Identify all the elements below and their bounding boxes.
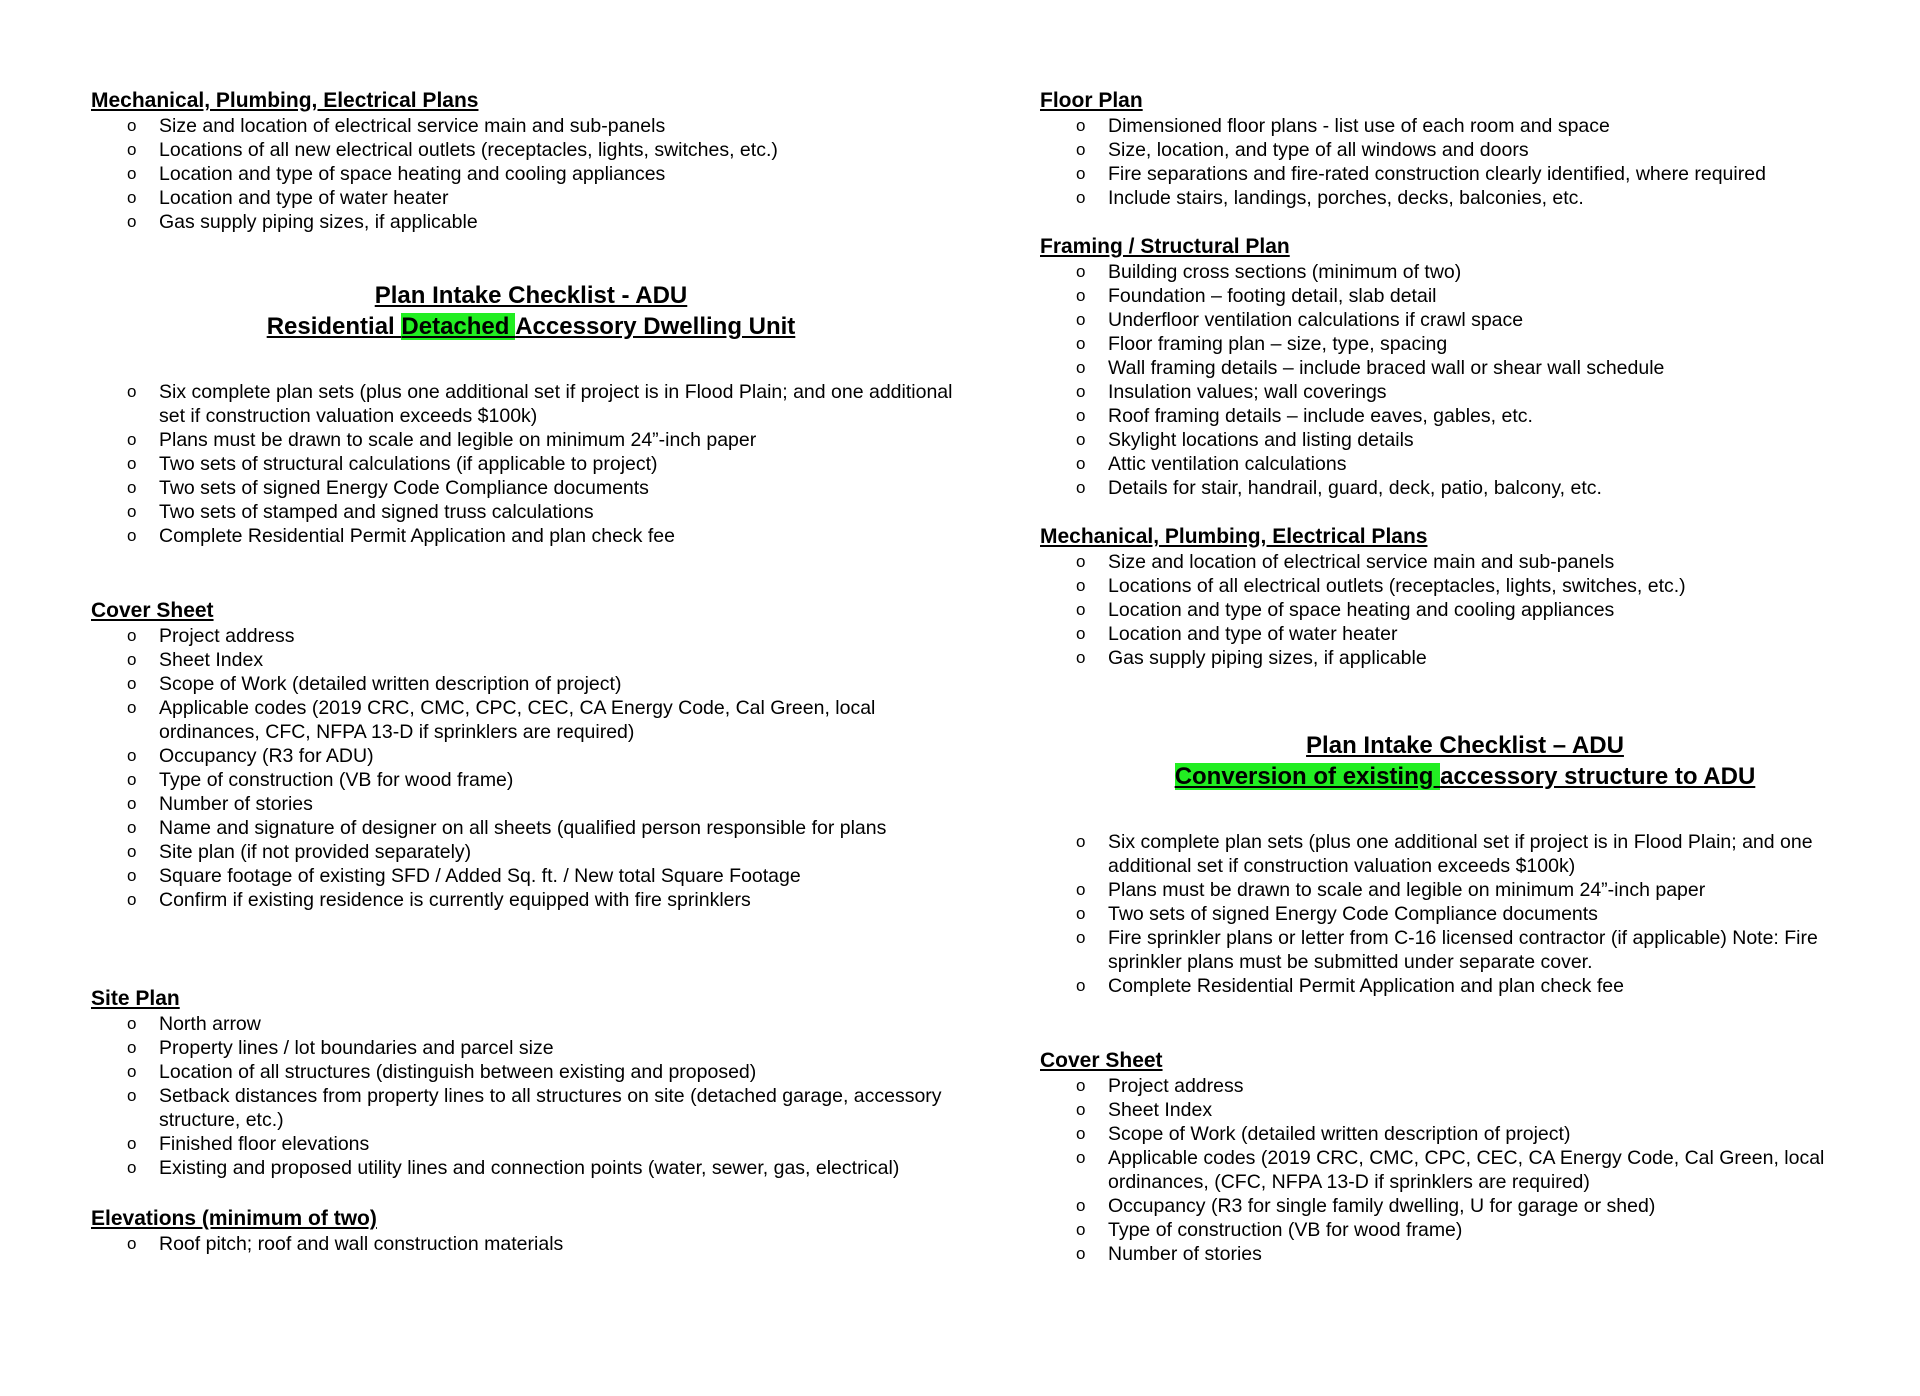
highlighted-text: Detached [401,313,516,340]
checklist-item [91,648,971,672]
bullet-icon: o [1076,382,1086,401]
checklist-item [1040,380,1890,404]
mep-section-left [91,88,971,234]
checklist-item-text: Complete Residential Permit Application and plan check fee [1108,975,1624,997]
bullet-icon: o [127,626,137,645]
elevations-section [91,1206,971,1256]
bullet-icon: o [127,842,137,861]
bullet-icon: o [127,674,137,693]
checklist-item-text: Name and signature of designer on all sheets (qualified person responsible for plans [159,817,887,839]
intake-section-right [1040,830,1890,998]
checklist-item-text: Locations of all new electrical outlets (receptacles, lights, switches, etc.) [159,139,778,161]
bullet-icon: o [127,1158,137,1177]
bullet-icon: o [127,1234,137,1253]
checklist-item [91,864,971,888]
checklist-item-text: Property lines / lot boundaries and parcel size [159,1037,554,1059]
bullet-icon: o [127,818,137,837]
checklist-item [1040,974,1890,998]
checklist-item [1040,428,1890,452]
checklist-item [1040,902,1890,926]
bullet-icon: o [1076,904,1086,923]
checklist-item [91,1036,971,1060]
checklist-item-text: Gas supply piping sizes, if applicable [159,211,478,233]
bullet-icon: o [1076,1196,1086,1215]
checklist-item-text: Number of stories [159,793,313,815]
checklist-item [1040,1122,1890,1146]
checklist-item-text: Underfloor ventilation calculations if crawl space [1108,309,1524,331]
bullet-icon: o [1076,1100,1086,1119]
checklist-item-text: Two sets of stamped and signed truss calculations [159,501,594,523]
checklist-item-text: Size and location of electrical service main and sub-panels [159,115,666,137]
checklist [1040,1074,1890,1266]
checklist-item [1040,404,1890,428]
checklist [1040,830,1890,998]
checklist-item [1040,574,1890,598]
checklist-item [1040,1098,1890,1122]
checklist-item-text: Dimensioned floor plans - list use of each room and space [1108,115,1610,137]
checklist-item-text: Plans must be drawn to scale and legible on minimum 24”-inch paper [1108,879,1706,901]
checklist-item [91,744,971,768]
checklist-item [1040,476,1890,500]
checklist-item-text: Skylight locations and listing details [1108,429,1414,451]
bullet-icon: o [127,866,137,885]
checklist-item-text: Two sets of signed Energy Code Compliance documents [159,477,649,499]
checklist-item-text: Size and location of electrical service main and sub-panels [1108,551,1615,573]
title-line-1: Plan Intake Checklist – ADU [1306,732,1624,759]
checklist-item [1040,550,1890,574]
bullet-icon: o [1076,576,1086,595]
section-heading: Site Plan [91,987,180,1010]
bullet-icon: o [1076,1220,1086,1239]
checklist-item-text: Wall framing details – include braced wall or shear wall schedule [1108,357,1665,379]
checklist-item [91,888,971,912]
checklist-item [91,162,971,186]
checklist-item [1040,878,1890,902]
bullet-icon: o [1076,1076,1086,1095]
checklist-item [1040,622,1890,646]
framing-section [1040,234,1890,500]
title-line-2 [91,311,971,342]
checklist-item [1040,1218,1890,1242]
intake-section-left [91,380,971,548]
checklist [91,1232,971,1256]
checklist-item-text: Scope of Work (detailed written description of project) [159,673,622,695]
bullet-icon: o [1076,648,1086,667]
checklist-item-text: Attic ventilation calculations [1108,453,1347,475]
bullet-icon: o [1076,164,1086,183]
bullet-icon: o [127,770,137,789]
checklist-item-text: Location of all structures (distinguish between existing and proposed) [159,1061,757,1083]
bullet-icon: o [1076,832,1086,851]
bullet-icon: o [127,502,137,521]
bullet-icon: o [127,526,137,545]
checklist-item [1040,356,1890,380]
checklist [1040,260,1890,500]
checklist-item [1040,186,1890,210]
checklist [91,114,971,234]
checklist-item [91,138,971,162]
checklist-item [1040,1242,1890,1266]
checklist-item-text: Fire sprinkler plans or letter from C-16 licensed contractor (if applicable) Note: Fire sprinkler plans must be submitted under separate cover. [1108,927,1818,973]
site-plan-section [91,986,971,1180]
checklist-item [91,452,971,476]
bullet-icon: o [1076,430,1086,449]
bullet-icon: o [127,430,137,449]
checklist-item [91,524,971,548]
checklist-item-text: Sheet Index [159,649,264,671]
section-heading: Cover Sheet [1040,1049,1163,1072]
checklist-item-text: Square footage of existing SFD / Added Sq. ft. / New total Square Footage [159,865,801,887]
checklist-item [1040,114,1890,138]
bullet-icon: o [1076,1124,1086,1143]
title-text: Residential [266,313,402,340]
bullet-icon: o [127,116,137,135]
bullet-icon: o [127,478,137,497]
checklist [91,624,971,912]
checklist [1040,550,1890,670]
checklist [1040,114,1890,210]
checklist-item-text: Type of construction (VB for wood frame) [159,769,514,791]
bullet-icon: o [1076,188,1086,207]
checklist-item [91,1232,971,1256]
checklist-item-text: North arrow [159,1013,261,1035]
checklist-item-text: Building cross sections (minimum of two) [1108,261,1462,283]
checklist-title-conversion [1040,730,1890,792]
bullet-icon: o [127,188,137,207]
bullet-icon: o [1076,358,1086,377]
checklist [91,380,971,548]
bullet-icon: o [1076,406,1086,425]
checklist-item-text: Setback distances from property lines to all structures on site (detached garage, accessory structure, etc.) [159,1085,942,1131]
checklist-item-text: Number of stories [1108,1243,1262,1265]
section-heading: Floor Plan [1040,89,1143,112]
checklist-item-text: Scope of Work (detailed written description of project) [1108,1123,1571,1145]
bullet-icon: o [1076,454,1086,473]
bullet-icon: o [1076,976,1086,995]
checklist-item-text: Occupancy (R3 for single family dwelling, U for garage or shed) [1108,1195,1656,1217]
bullet-icon: o [1076,552,1086,571]
checklist-item-text: Fire separations and fire-rated construction clearly identified, where required [1108,163,1766,185]
checklist-item [1040,332,1890,356]
bullet-icon: o [1076,1148,1086,1167]
checklist-item [91,840,971,864]
checklist-item-text: Location and type of space heating and cooling appliances [159,163,666,185]
section-heading: Mechanical, Plumbing, Electrical Plans [1040,525,1428,548]
checklist-item [91,624,971,648]
checklist-item [1040,926,1890,974]
checklist-item-text: Complete Residential Permit Application and plan check fee [159,525,675,547]
checklist-item [91,672,971,696]
checklist-item [91,500,971,524]
checklist-item [1040,1194,1890,1218]
checklist-item [91,792,971,816]
checklist-item [91,1084,971,1132]
checklist-item-text: Project address [1108,1075,1244,1097]
checklist-item-text: Six complete plan sets (plus one additional set if project is in Flood Plain; and one additional set if construction valuation exceeds $100k) [159,381,953,427]
bullet-icon: o [127,698,137,717]
bullet-icon: o [1076,928,1086,947]
bullet-icon: o [1076,1244,1086,1263]
bullet-icon: o [127,212,137,231]
checklist-item-text: Type of construction (VB for wood frame) [1108,1219,1463,1241]
checklist-item-text: Include stairs, landings, porches, decks, balconies, etc. [1108,187,1584,209]
cover-sheet-section-left [91,598,971,912]
bullet-icon: o [1076,262,1086,281]
bullet-icon: o [127,1038,137,1057]
checklist-item-text: Confirm if existing residence is currently equipped with fire sprinklers [159,889,751,911]
checklist-item [1040,284,1890,308]
checklist-item [1040,1074,1890,1098]
checklist-item [91,1132,971,1156]
section-heading: Elevations (minimum of two) [91,1207,377,1230]
checklist-item [91,428,971,452]
checklist-item-text: Size, location, and type of all windows and doors [1108,139,1529,161]
section-heading: Framing / Structural Plan [1040,235,1290,258]
bullet-icon: o [1076,600,1086,619]
bullet-icon: o [127,454,137,473]
checklist-item-text: Two sets of signed Energy Code Compliance documents [1108,903,1598,925]
checklist-item-text: Gas supply piping sizes, if applicable [1108,647,1427,669]
checklist-item-text: Roof pitch; roof and wall construction materials [159,1233,564,1255]
checklist-item-text: Details for stair, handrail, guard, deck, patio, balcony, etc. [1108,477,1602,499]
title-text: accessory structure to ADU [1440,763,1756,790]
bullet-icon: o [127,140,137,159]
checklist-item [91,1060,971,1084]
checklist-item [91,1156,971,1180]
checklist-item [91,696,971,744]
bullet-icon: o [1076,478,1086,497]
checklist-item [91,1012,971,1036]
checklist-item-text: Insulation values; wall coverings [1108,381,1387,403]
bullet-icon: o [127,1134,137,1153]
checklist-item-text: Site plan (if not provided separately) [159,841,472,863]
checklist-item [1040,452,1890,476]
checklist-item-text: Locations of all electrical outlets (receptacles, lights, switches, etc.) [1108,575,1686,597]
checklist-item-text: Applicable codes (2019 CRC, CMC, CPC, CEC, CA Energy Code, Cal Green, local ordinances, CFC, NFPA 13-D if sprinklers are required) [159,697,876,743]
bullet-icon: o [127,746,137,765]
bullet-icon: o [127,382,137,401]
bullet-icon: o [127,650,137,669]
mep-section-right [1040,524,1890,670]
bullet-icon: o [127,1062,137,1081]
checklist-title-detached [91,280,971,342]
checklist-item-text: Applicable codes (2019 CRC, CMC, CPC, CEC, CA Energy Code, Cal Green, local ordinances, (CFC, NFPA 13-D if sprinklers are required) [1108,1147,1825,1193]
checklist-item-text: Two sets of structural calculations (if applicable to project) [159,453,658,475]
checklist-item [91,768,971,792]
checklist-item [1040,308,1890,332]
checklist-item-text: Existing and proposed utility lines and connection points (water, sewer, gas, electrical) [159,1157,900,1179]
bullet-icon: o [1076,880,1086,899]
checklist [91,1012,971,1180]
section-heading: Cover Sheet [91,599,214,622]
bullet-icon: o [127,890,137,909]
bullet-icon: o [127,794,137,813]
checklist-item [1040,646,1890,670]
checklist-item-text: Sheet Index [1108,1099,1213,1121]
bullet-icon: o [127,164,137,183]
checklist-item-text: Location and type of water heater [1108,623,1398,645]
bullet-icon: o [1076,334,1086,353]
title-line-2 [1040,761,1890,792]
checklist-item-text: Six complete plan sets (plus one additional set if project is in Flood Plain; and one additional set if construction valuation exceeds $100k) [1108,831,1813,877]
checklist-item-text: Project address [159,625,295,647]
highlighted-text: Conversion of existing [1174,763,1441,790]
title-text: Accessory Dwelling Unit [515,313,796,340]
checklist-item [1040,830,1890,878]
checklist-item [1040,1146,1890,1194]
right-column [1040,88,1890,1266]
checklist-item [91,114,971,138]
checklist-item [1040,260,1890,284]
checklist-item [91,476,971,500]
checklist-item-text: Occupancy (R3 for ADU) [159,745,374,767]
checklist-item-text: Location and type of space heating and cooling appliances [1108,599,1615,621]
checklist-item [91,380,971,428]
floor-plan-section [1040,88,1890,210]
checklist-item [1040,162,1890,186]
checklist-item [91,210,971,234]
bullet-icon: o [1076,140,1086,159]
title-line-1: Plan Intake Checklist - ADU [374,282,688,309]
checklist-item [91,816,971,840]
section-heading: Mechanical, Plumbing, Electrical Plans [91,89,479,112]
checklist-item-text: Floor framing plan – size, type, spacing [1108,333,1448,355]
checklist-item-text: Plans must be drawn to scale and legible on minimum 24”-inch paper [159,429,757,451]
checklist-item-text: Roof framing details – include eaves, gables, etc. [1108,405,1533,427]
bullet-icon: o [1076,116,1086,135]
checklist-item [1040,598,1890,622]
bullet-icon: o [1076,624,1086,643]
left-column [91,88,971,1256]
bullet-icon: o [1076,286,1086,305]
cover-sheet-section-right [1040,1048,1890,1266]
bullet-icon: o [1076,310,1086,329]
checklist-item [1040,138,1890,162]
checklist-item [91,186,971,210]
checklist-item-text: Foundation – footing detail, slab detail [1108,285,1437,307]
checklist-item-text: Finished floor elevations [159,1133,370,1155]
bullet-icon: o [127,1014,137,1033]
checklist-item-text: Location and type of water heater [159,187,449,209]
bullet-icon: o [127,1086,137,1105]
